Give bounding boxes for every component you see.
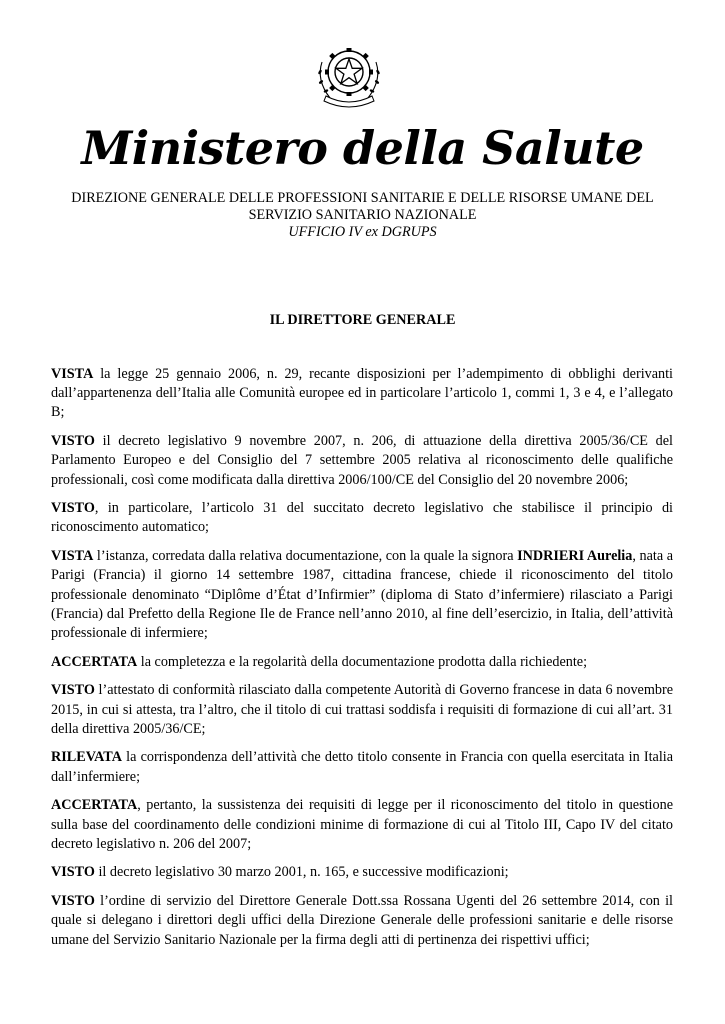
paragraph-text: la completezza e la regolarità della documentazione prodotta dalla richiedente; xyxy=(137,653,588,670)
paragraph-visto-ordine xyxy=(51,892,673,950)
paragraph-text: l’ordine di servizio del Direttore Generale Dott.ssa Rossana Ugenti del 26 settembre 2014, con il quale si delegano i direttori degli uffici della Direzione Generale delle professioni sanitarie e delle risorse umane del Servizio Sanitario Nazionale per la firma degli atti di pertinenza dei rispettivi uffici; xyxy=(51,893,673,948)
applicant-name: INDRIERI Aurelia xyxy=(517,548,633,565)
document-body xyxy=(51,365,673,959)
paragraph-vista-legge xyxy=(51,365,673,423)
paragraph-text: , pertanto, la sussistenza dei requisiti di legge per il riconoscimento del titolo in questione sulla base del coordinamento delle condizioni minime di formazione di cui al Titolo III, Capo IV del citato decreto legislativo n. 206 del 2007; xyxy=(51,797,673,852)
paragraph-text: l’istanza, corredata dalla relativa documentazione, con la quale la signora xyxy=(93,548,518,565)
paragraph-vista-istanza xyxy=(51,547,673,643)
paragraph-text: il decreto legislativo 30 marzo 2001, n. 165, e successive modificazioni; xyxy=(94,864,509,881)
paragraph-keyword: VISTO xyxy=(51,433,95,450)
paragraph-keyword: VISTO xyxy=(51,864,95,881)
paragraph-accertata-requisiti xyxy=(51,796,673,854)
paragraph-visto-articolo xyxy=(51,499,673,537)
document-heading: IL DIRETTORE GENERALE xyxy=(269,312,456,328)
paragraph-rilevata xyxy=(51,748,673,786)
paragraph-keyword: VISTO xyxy=(51,500,95,517)
paragraph-keyword: VISTO xyxy=(51,682,95,699)
paragraph-accertata-completezza xyxy=(51,653,673,672)
paragraph-keyword: VISTO xyxy=(51,893,95,910)
paragraph-text: il decreto legislativo 9 novembre 2007, n. 206, di attuazione della direttiva 2005/36/CE del Parlamento Europeo e del Consiglio del 7 settembre 2005 relativa al riconoscimento delle qualifiche professionali, così come modificata dalla direttiva 2006/100/CE del Consiglio del 20 novembre 2006; xyxy=(51,433,673,488)
paragraph-visto-dlgs-165 xyxy=(51,863,673,882)
paragraph-text: , nata a Parigi (Francia) il giorno 14 settembre 1987, cittadina francese, chiede il riconoscimento del titolo professionale denominato “Diplôme d’État d’Infirmier” (diploma di Stato d’infermiere) rilasciato a Parigi (Francia) dal Prefetto della Regione Ile de France nell’anno 2010, al fine dell’esercizio, in Italia, dell’attività professionale di infermiere; xyxy=(51,548,673,641)
paragraph-keyword: VISTA xyxy=(51,548,94,565)
paragraph-keyword: ACCERTATA xyxy=(51,797,138,814)
paragraph-keyword: VISTA xyxy=(51,366,94,382)
paragraph-text: la corrispondenza dell’attività che detto titolo consente in Francia con quella esercitata in Italia dall’infermiere; xyxy=(51,749,673,785)
paragraph-visto-attestato xyxy=(51,681,673,739)
paragraph-text: l’attestato di conformità rilasciato dalla competente Autorità di Governo francese in data 6 novembre 2015, in cui si attesta, tra l’altro, che il titolo di cui trattasi soddisfa i requisiti di formazione di cui all’art. 31 della direttiva 2005/36/CE; xyxy=(51,682,673,737)
paragraph-visto-decreto xyxy=(51,432,673,490)
ministry-title: Ministero della Salute xyxy=(81,121,644,175)
direzione-generale: DIREZIONE GENERALE DELLE PROFESSIONI SANITARIE E DELLE RISORSE UMANE DEL SERVIZIO SANITARIO NAZIONALE xyxy=(71,190,654,223)
paragraph-keyword: RILEVATA xyxy=(51,749,122,766)
paragraph-keyword: ACCERTATA xyxy=(51,653,138,670)
italian-republic-emblem-icon xyxy=(312,40,386,110)
paragraph-text: , in particolare, l’articolo 31 del succitato decreto legislativo che stabilisce il principio di riconoscimento automatico; xyxy=(51,500,673,536)
paragraph-text: la legge 25 gennaio 2006, n. 29, recante disposizioni per l’adempimento di obblighi derivanti dall’appartenenza dell’Italia alle Comunità europee ed in particolare l’articolo 1, commi 1, 3 e 4, e l’allegato B; xyxy=(51,366,673,421)
ufficio-label: UFFICIO IV ex DGRUPS xyxy=(288,224,437,240)
